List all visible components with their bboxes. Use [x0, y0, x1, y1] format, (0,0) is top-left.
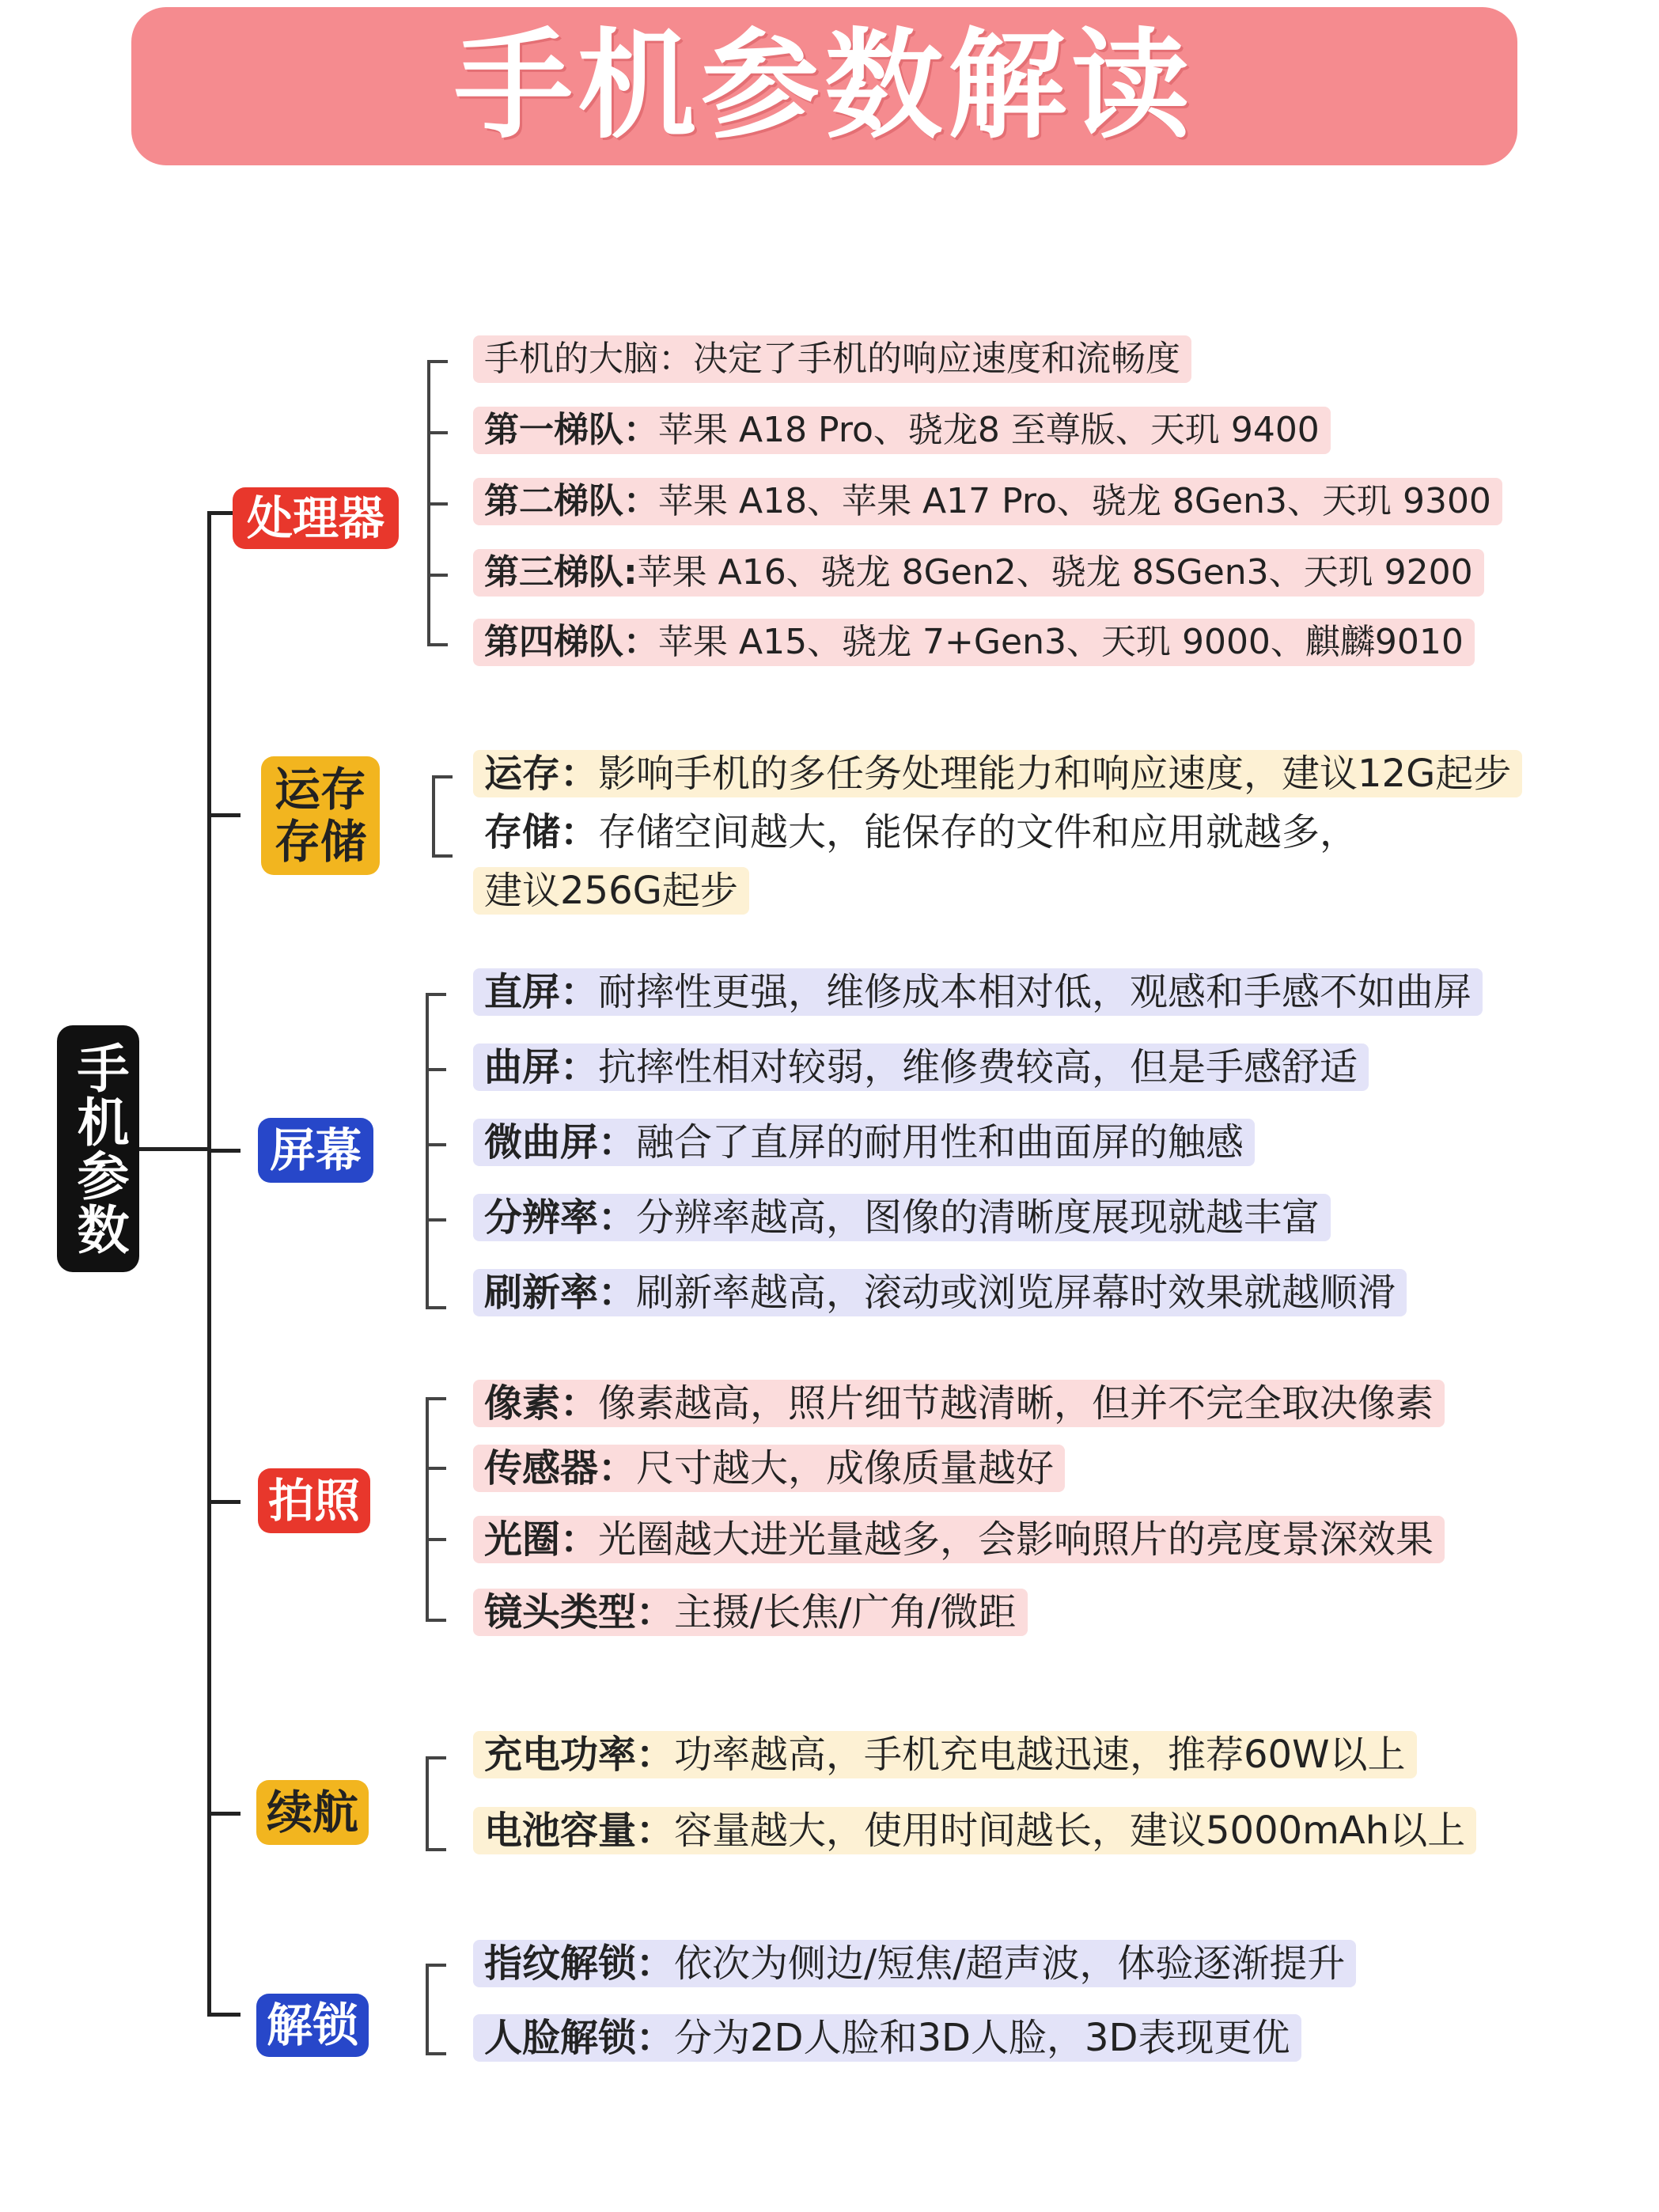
- bracket-tick: [426, 2052, 446, 2055]
- memory-item-1: [473, 750, 1522, 797]
- branch-connector-unlock: [207, 2013, 241, 2017]
- item-value: 手机的大脑：决定了手机的响应速度和流畅度: [484, 339, 1180, 379]
- camera-item-4: [473, 1589, 1028, 1636]
- bracket-tick: [427, 643, 448, 646]
- unlock-item-2: [473, 2014, 1301, 2062]
- camera-item-1: [473, 1380, 1445, 1427]
- screen-item-2: [473, 1044, 1369, 1091]
- bracket-tick: [426, 1218, 446, 1222]
- item-key: 分辨率：: [484, 1195, 637, 1240]
- bracket-memory: [432, 775, 435, 858]
- screen-item-1: [473, 968, 1483, 1016]
- battery-item-1: [473, 1731, 1417, 1778]
- unlock-item-1: [473, 1940, 1356, 1987]
- item-key: 运存：: [484, 752, 599, 796]
- item-value: 建议256G起步: [484, 869, 738, 913]
- cpu-item-5: [473, 619, 1475, 666]
- category-cpu-label: 处理器: [246, 491, 384, 545]
- root-label: 手机参数: [68, 1041, 129, 1256]
- item-key: 人脸解锁：: [484, 2016, 675, 2060]
- item-key: 曲屏：: [484, 1045, 599, 1089]
- item-value: 苹果 A18、苹果 A17 Pro、骁龙 8Gen3、天玑 9300: [658, 481, 1491, 521]
- bracket-tick: [426, 1848, 446, 1851]
- item-value: 尺寸越大，成像质量越好: [636, 1446, 1055, 1490]
- root-node: [57, 1025, 139, 1272]
- memory-item-3: [473, 867, 749, 915]
- category-memory: [261, 756, 380, 875]
- item-key: 微曲屏：: [484, 1120, 637, 1165]
- item-key: 直屏：: [484, 970, 599, 1014]
- item-value: 存储空间越大，能保存的文件和应用就越多，: [598, 810, 1358, 854]
- screen-item-5: [473, 1269, 1407, 1316]
- bracket-unlock: [426, 1964, 429, 2055]
- category-camera: [258, 1468, 370, 1533]
- category-camera-label: 拍照: [267, 1474, 360, 1528]
- bracket-tick: [432, 854, 453, 858]
- cpu-item-1: [473, 335, 1191, 383]
- category-memory-label-2: 存储: [274, 815, 366, 869]
- item-key: 第一梯队：: [484, 410, 658, 450]
- bracket-tick: [426, 1467, 446, 1470]
- item-value: 融合了直屏的耐用性和曲面屏的触感: [636, 1120, 1244, 1165]
- bracket-tick: [426, 1143, 446, 1146]
- item-key: 像素：: [484, 1381, 599, 1426]
- item-value: 耐摔性更强，维修成本相对低，观感和手感不如曲屏: [598, 970, 1472, 1014]
- bracket-tick: [426, 1538, 446, 1541]
- category-screen-label: 屏幕: [269, 1123, 362, 1177]
- screen-item-3: [473, 1119, 1255, 1166]
- branch-connector-cpu: [207, 511, 234, 515]
- branch-connector-battery: [207, 1812, 241, 1816]
- item-key: 光圈：: [484, 1517, 599, 1562]
- item-key: 指纹解锁：: [484, 1941, 675, 1986]
- bracket-tick: [426, 1964, 446, 1967]
- battery-item-2: [473, 1807, 1476, 1854]
- item-key: 第二梯队：: [484, 481, 658, 521]
- bracket-tick: [427, 574, 448, 577]
- memory-item-2: [473, 809, 1369, 856]
- category-unlock: [256, 1994, 369, 2057]
- item-value: 光圈越大进光量越多，会影响照片的亮度景深效果: [598, 1517, 1434, 1562]
- bracket-tick: [426, 1068, 446, 1071]
- branch-connector-camera: [207, 1500, 241, 1504]
- bracket-tick: [426, 1306, 446, 1309]
- branch-connector-screen: [207, 1149, 241, 1153]
- item-value: 刷新率越高，滚动或浏览屏幕时效果就越顺滑: [636, 1271, 1396, 1315]
- item-key: 第四梯队：: [484, 622, 658, 662]
- bracket-tick: [432, 775, 453, 778]
- root-connector: [139, 1147, 209, 1151]
- bracket-tick: [426, 1756, 446, 1759]
- item-value: 影响手机的多任务处理能力和响应速度，建议12G起步: [598, 752, 1512, 796]
- category-screen: [258, 1118, 373, 1183]
- camera-item-3: [473, 1516, 1445, 1563]
- category-memory-label-1: 运存: [274, 763, 366, 816]
- item-value: 苹果 A16、骁龙 8Gen2、骁龙 8SGen3、天玑 9200: [637, 552, 1473, 593]
- bracket-tick: [427, 502, 448, 506]
- item-value: 分为2D人脸和3D人脸，3D表现更优: [674, 2016, 1290, 2060]
- bracket-tick: [426, 993, 446, 996]
- category-cpu: [233, 487, 399, 549]
- item-value: 主摄/长焦/广角/微距: [674, 1590, 1017, 1634]
- item-key: 镜头类型：: [484, 1590, 675, 1634]
- bracket-tick: [426, 1619, 446, 1622]
- item-value: 苹果 A15、骁龙 7+Gen3、天玑 9000、麒麟9010: [658, 622, 1464, 662]
- page-title: 手机参数解读: [453, 17, 1195, 155]
- item-value: 容量越大，使用时间越长，建议5000mAh以上: [674, 1809, 1466, 1853]
- item-value: 苹果 A18 Pro、骁龙8 至尊版、天玑 9400: [658, 410, 1320, 450]
- bracket-tick: [427, 360, 448, 363]
- cpu-item-3: [473, 478, 1502, 525]
- branch-connector-memory: [207, 813, 241, 817]
- camera-item-2: [473, 1445, 1065, 1492]
- tree-trunk: [207, 511, 211, 2017]
- bracket-screen: [426, 993, 429, 1309]
- item-value: 像素越高，照片细节越清晰，但并不完全取决像素: [598, 1381, 1434, 1426]
- item-value: 依次为侧边/短焦/超声波，体验逐渐提升: [674, 1941, 1346, 1986]
- category-battery-label: 续航: [266, 1786, 358, 1839]
- screen-item-4: [473, 1194, 1331, 1241]
- bracket-tick: [427, 431, 448, 434]
- cpu-item-4: [473, 549, 1484, 597]
- item-key: 电池容量：: [484, 1809, 675, 1853]
- bracket-tick: [426, 1397, 446, 1400]
- item-value: 分辨率越高，图像的清晰度展现就越丰富: [636, 1195, 1320, 1240]
- bracket-camera: [426, 1397, 429, 1622]
- item-value: 抗摔性相对较弱，维修费较高，但是手感舒适: [598, 1045, 1358, 1089]
- item-key: 传感器：: [484, 1446, 637, 1490]
- category-battery: [256, 1780, 369, 1845]
- title-banner: [131, 7, 1517, 165]
- item-key: 存储：: [484, 810, 599, 854]
- item-key: 充电功率：: [484, 1733, 675, 1777]
- item-key: 第三梯队:: [484, 552, 638, 593]
- cpu-item-2: [473, 407, 1331, 454]
- item-key: 刷新率：: [484, 1271, 637, 1315]
- item-value: 功率越高，手机充电越迅速，推荐60W以上: [674, 1733, 1406, 1777]
- category-unlock-label: 解锁: [266, 1998, 358, 2052]
- bracket-battery: [426, 1756, 429, 1851]
